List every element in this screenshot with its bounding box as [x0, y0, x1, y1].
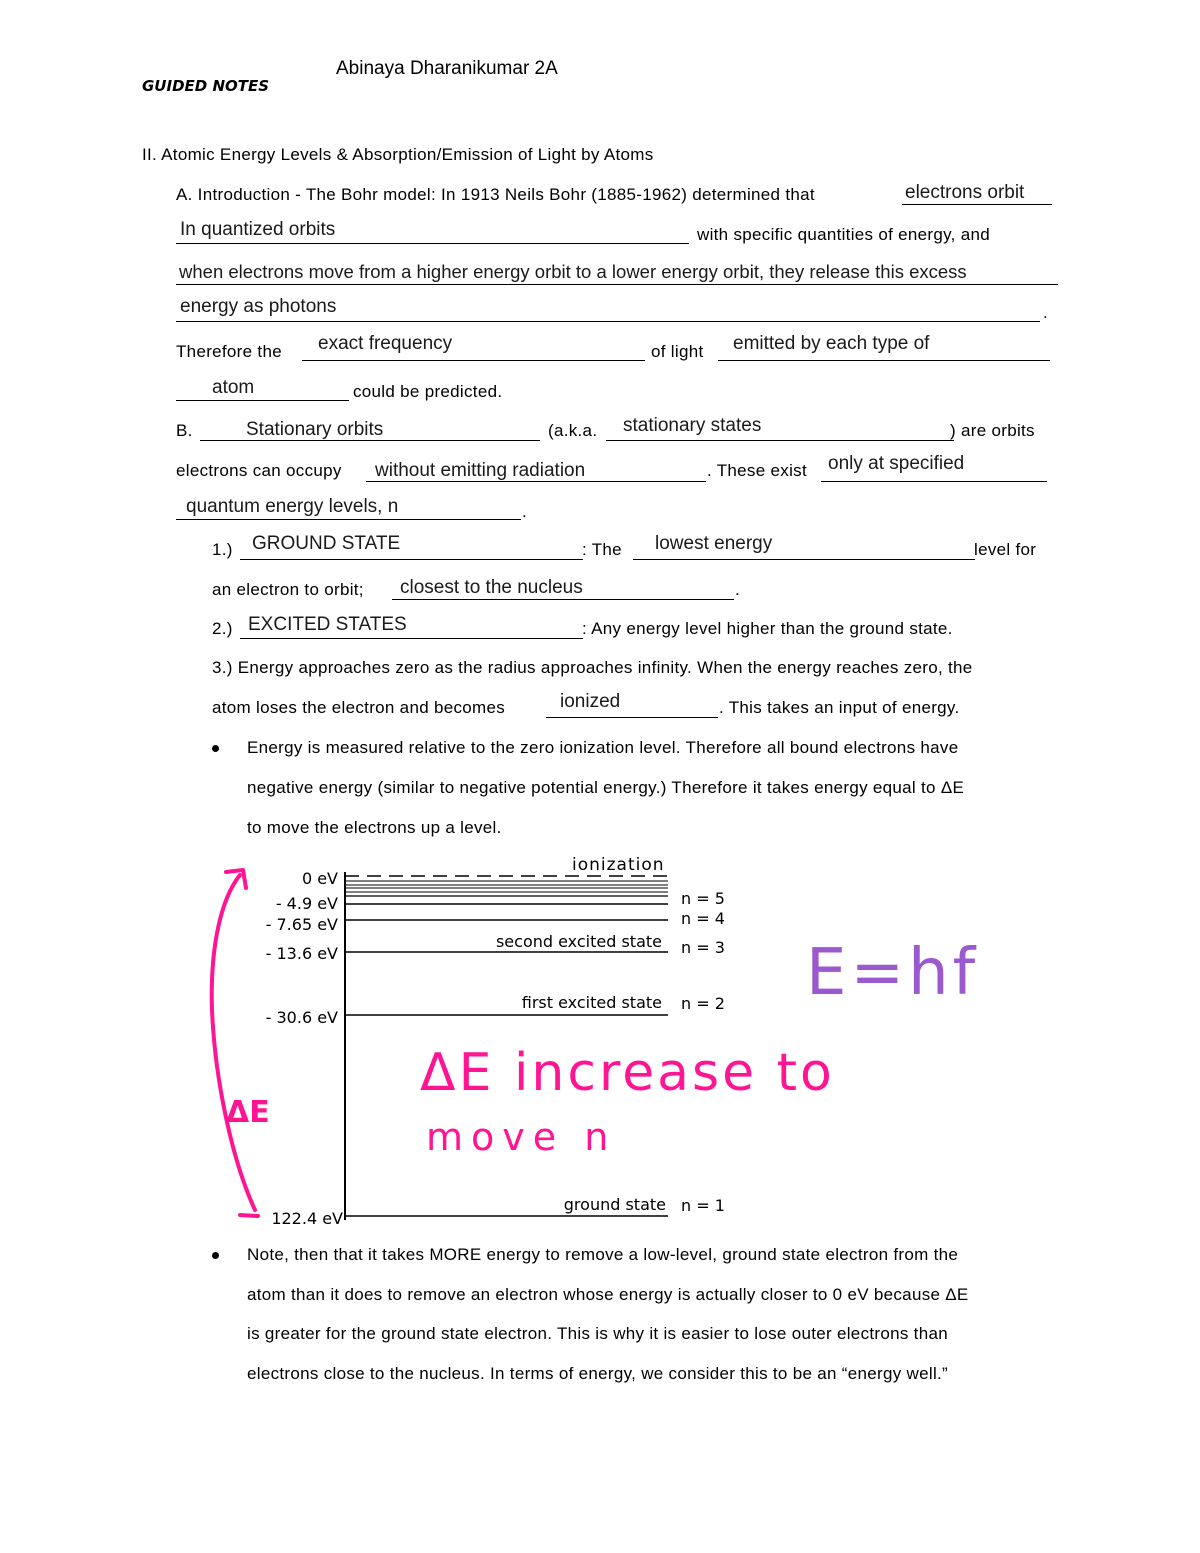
- partA-could-be: could be predicted.: [353, 382, 503, 401]
- blank-line: [718, 360, 1050, 361]
- blank-line: [176, 243, 689, 244]
- bullet2-line2: atom than it does to remove an electron whose energy is actually closer to 0 eV because ΔE: [247, 1285, 969, 1304]
- partB-aka: (a.k.a.: [548, 421, 598, 440]
- bullet-icon: [212, 1252, 219, 1259]
- partA-of-light: of light: [651, 342, 704, 361]
- answer-emitted: emitted by each type of: [733, 333, 930, 354]
- partB-are-orbits: ) are orbits: [950, 421, 1035, 440]
- bullet2-line4: electrons close to the nucleus. In terms of energy, we consider this to be an “energy well.”: [247, 1364, 949, 1383]
- n-label: n = 4: [681, 909, 725, 928]
- n-label: n = 2: [681, 994, 725, 1013]
- bullet1-line2: negative energy (similar to negative potential energy.) Therefore it takes energy equal to ΔE: [247, 778, 965, 797]
- item-3-line2b: . This takes an input of energy.: [719, 698, 960, 717]
- partB-these-exist: . These exist: [707, 461, 807, 480]
- answer-ionized: ionized: [560, 691, 621, 712]
- answer-without-radiation: without emitting radiation: [375, 460, 586, 481]
- period: .: [522, 502, 528, 521]
- blank-line: [821, 481, 1047, 482]
- bullet1-line3: to move the electrons up a level.: [247, 818, 502, 837]
- energy-label: - 4.9 eV: [275, 894, 338, 913]
- partA-text: with specific quantities of energy, and: [697, 225, 990, 244]
- bullet-icon: [212, 745, 219, 752]
- blank-line: [633, 559, 975, 560]
- energy-label: 122.4 eV: [271, 1209, 343, 1228]
- answer-closest-nucleus: closest to the nucleus: [400, 577, 583, 598]
- partA-intro: A. Introduction - The Bohr model: In 1913 Neils Bohr (1885-1962) determined that: [176, 185, 815, 204]
- state-label: first excited state: [521, 993, 662, 1012]
- blank-line: [176, 321, 1040, 322]
- item-1-the: : The: [582, 540, 622, 559]
- n-label: n = 5: [681, 889, 725, 908]
- state-label: ground state: [563, 1195, 666, 1214]
- blank-line: [240, 638, 583, 639]
- student-name: Abinaya Dharanikumar 2A: [336, 58, 558, 79]
- answer-quantum-levels: quantum energy levels, n: [186, 496, 399, 517]
- section-title: II. Atomic Energy Levels & Absorption/Emission of Light by Atoms: [142, 145, 654, 164]
- partB-can-occupy: electrons can occupy: [176, 461, 342, 480]
- item-3-line1: 3.) Energy approaches zero as the radius approaches infinity. When the energy reaches zero, the: [212, 658, 973, 677]
- answer-ground-state: GROUND STATE: [252, 533, 401, 554]
- energy-label: - 13.6 eV: [265, 944, 338, 963]
- energy-level-diagram: [0, 850, 1200, 1250]
- item-2-text: : Any energy level higher than the ground state.: [582, 619, 953, 638]
- delta-e-arrow: [212, 875, 255, 1210]
- blank-line: [176, 284, 1058, 285]
- answer-exact-frequency: exact frequency: [318, 333, 453, 354]
- n-label: n = 1: [681, 1196, 725, 1215]
- answer-excited-states: EXCITED STATES: [248, 614, 407, 635]
- period: .: [735, 580, 741, 599]
- blank-line: [302, 360, 645, 361]
- answer-lowest-energy: lowest energy: [655, 533, 773, 554]
- period: .: [1043, 303, 1049, 322]
- ionization-label: ionization: [572, 855, 665, 875]
- bullet2-line3: is greater for the ground state electron. This is why it is easier to lose outer electrons than: [247, 1324, 948, 1343]
- answer-photons: energy as photons: [180, 296, 337, 317]
- blank-line: [176, 519, 521, 520]
- answer-quantized-orbits: In quantized orbits: [180, 219, 336, 240]
- item-2-label: 2.): [212, 619, 233, 638]
- answer-electrons-orbit: electrons orbit: [905, 182, 1025, 203]
- answer-only-specified: only at specified: [828, 453, 965, 474]
- answer-atom: atom: [212, 377, 255, 398]
- handwritten-note-line2: move n: [426, 1115, 617, 1159]
- blank-line: [240, 559, 583, 560]
- formula-handwritten: E=hf: [806, 936, 980, 1010]
- item-1-level-for: level for: [974, 540, 1037, 559]
- answer-stationary-states: stationary states: [623, 415, 762, 436]
- item-1-label: 1.): [212, 540, 233, 559]
- delta-e-handwritten: ΔE: [226, 1095, 270, 1130]
- handwritten-note-line1: ΔE increase to: [420, 1043, 835, 1103]
- partA-therefore: Therefore the: [176, 342, 282, 361]
- arrow-tail: [240, 1215, 258, 1216]
- blank-line: [546, 717, 718, 718]
- blank-line: [176, 400, 349, 401]
- item-1-line2: an electron to orbit;: [212, 580, 364, 599]
- energy-label: - 7.65 eV: [265, 915, 338, 934]
- energy-label: - 30.6 eV: [265, 1008, 338, 1027]
- blank-line: [902, 204, 1052, 205]
- bullet2-line1: Note, then that it takes MORE energy to remove a low-level, ground state electron from the: [247, 1245, 959, 1264]
- blank-line: [606, 440, 954, 441]
- answer-electron-move: when electrons move from a higher energy orbit to a lower energy orbit, they release this excess: [179, 261, 967, 282]
- bullet1-line1: Energy is measured relative to the zero ionization level. Therefore all bound electrons have: [247, 738, 959, 757]
- blank-line: [392, 599, 734, 600]
- state-label: second excited state: [495, 932, 662, 951]
- energy-label: 0 eV: [301, 869, 338, 888]
- guided-notes-header: GUIDED NOTES: [142, 77, 270, 95]
- item-3-line2a: atom loses the electron and becomes: [212, 698, 506, 717]
- answer-stationary-orbits: Stationary orbits: [246, 419, 384, 440]
- partB-label: B.: [176, 421, 193, 440]
- n-label: n = 3: [681, 938, 725, 957]
